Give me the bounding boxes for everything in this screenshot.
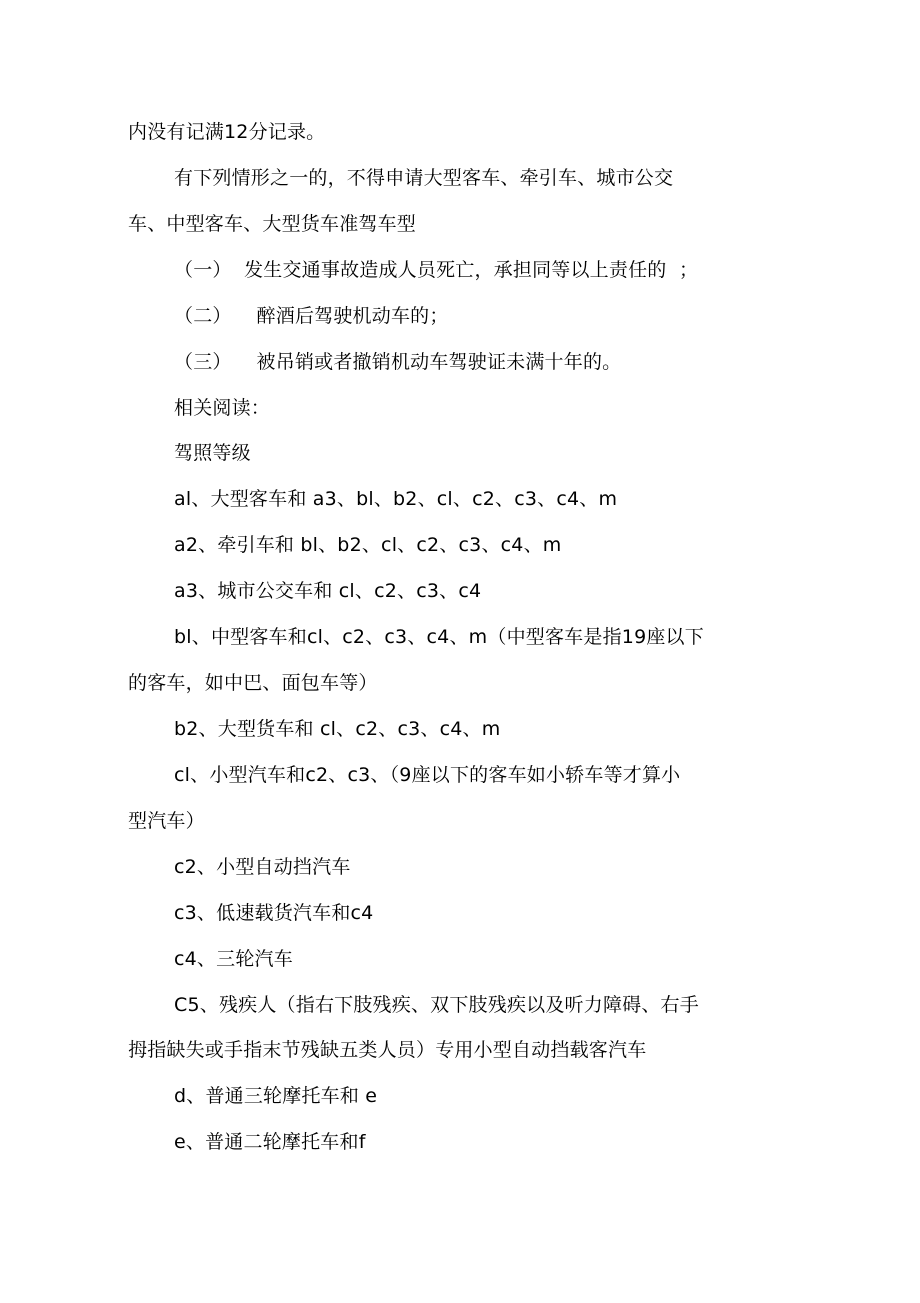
text-line-class-c3: c3、低速载货汽车和c4 [174,902,374,924]
text-line-class-c5: C5、残疾人（指右下肢残疾、双下肢残疾以及听力障碍、右手 [174,994,699,1016]
text-line-condition-2: （二） 醉酒后驾驶机动车的； [174,305,449,327]
text-line-license-classes-heading: 驾照等级 [174,442,251,464]
text-line-class-c2: c2、小型自动挡汽车 [174,856,351,878]
text-line-class-e: e、普通二轮摩托车和f [174,1131,366,1153]
text-line-class-a3: a3、城市公交车和 cl、c2、c3、c4 [174,580,482,602]
text-line-class-c5-cont: 拇指缺失或手指末节残缺五类人员）专用小型自动挡载客汽车 [128,1039,647,1061]
text-line-class-a1: al、大型客车和 a3、bl、b2、cl、c2、c3、c4、m [174,488,618,510]
text-line-class-a2: a2、牵引车和 bl、b2、cl、c2、c3、c4、m [174,534,562,556]
text-line-class-c1: cl、小型汽车和c2、c3、（9座以下的客车如小轿车等才算小 [174,764,681,786]
text-line-continuation: 内没有记满12分记录。 [128,121,326,143]
text-line-class-c4: c4、三轮汽车 [174,948,293,970]
text-line-class-c1-cont: 型汽车） [128,810,205,832]
text-line-class-d: d、普通三轮摩托车和 e [174,1085,378,1107]
text-line-related-reading: 相关阅读： [174,397,271,419]
text-line-class-b2: b2、大型货车和 cl、c2、c3、c4、m [174,718,501,740]
text-line-condition-1: （一） 发生交通事故造成人员死亡，承担同等以上责任的 ； [174,259,699,281]
text-line-restriction-intro-cont: 车、中型客车、大型货车准驾车型 [128,213,417,235]
text-line-restriction-intro: 有下列情形之一的，不得申请大型客车、牵引车、城市公交 [174,167,674,189]
text-line-condition-3: （三） 被吊销或者撤销机动车驾驶证未满十年的。 [174,351,622,373]
text-line-class-b1-cont: 的客车，如中巴、面包车等） [128,672,378,694]
text-line-class-b1: bl、中型客车和cl、c2、c3、c4、m（中型客车是指19座以下 [174,626,704,648]
